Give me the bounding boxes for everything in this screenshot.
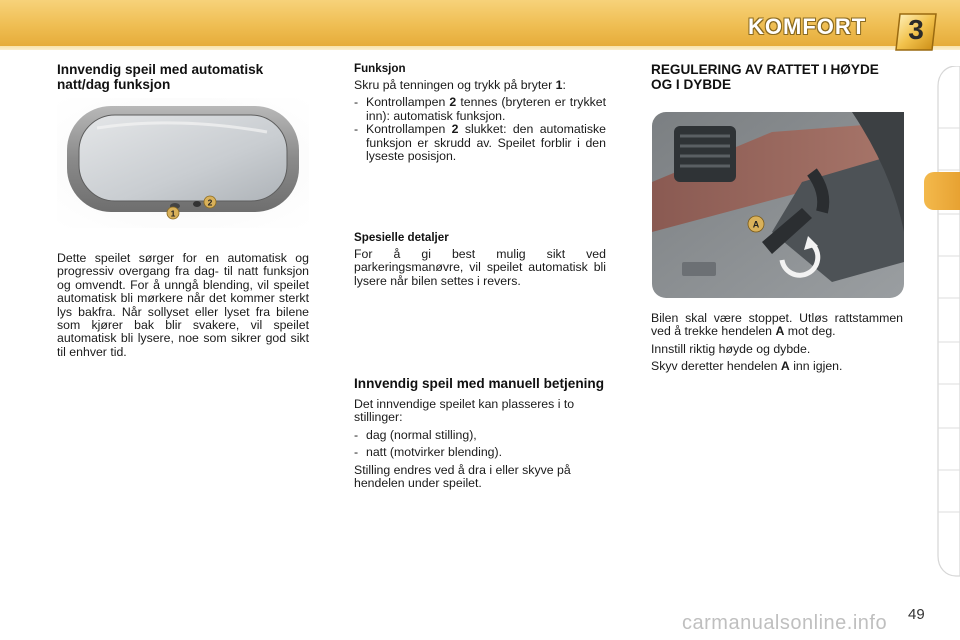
chapter-number: 3 bbox=[908, 14, 924, 45]
middle-column-manual bbox=[354, 376, 606, 490]
heading-function: Funksjon bbox=[354, 62, 406, 75]
middle-column-top bbox=[354, 62, 606, 163]
steering-illustration bbox=[652, 112, 904, 298]
middle-column-special bbox=[354, 231, 606, 288]
right-column-body bbox=[651, 312, 903, 374]
header-divider bbox=[0, 46, 960, 50]
mirror-label-1: 1 bbox=[170, 208, 176, 219]
function-intro: Skru på tenningen og trykk på bryter 1: bbox=[354, 78, 566, 92]
heading-manual-mirror: Innvendig speil med manuell betjening bbox=[354, 376, 605, 391]
steering-step-2: Innstill riktig høyde og dybde. bbox=[651, 341, 811, 356]
function-bullet-1: - Kontrollampen 2 tennes (bryteren er trykket inn): automatisk funksjon. bbox=[354, 95, 606, 123]
heading-steering: REGULERING AV RATTET I HØYDE OG I DYBDE bbox=[651, 62, 879, 92]
manual-outro: Stilling endres ved å dra i eller skyve på hendelen under speilet. bbox=[354, 462, 571, 491]
steering-label-a: A bbox=[752, 219, 760, 230]
chapter-badge bbox=[894, 12, 938, 52]
heading-auto-mirror: Innvendig speil med automatisk natt/dag funksjon bbox=[57, 62, 264, 92]
manual-item-2: - natt (motvirker blending). bbox=[354, 445, 503, 460]
left-column bbox=[57, 62, 309, 92]
auto-mirror-description: Dette speilet sørger for en automatisk og progressiv overgang fra dag- til natt funksjon og omvendt. For å unngå blending, vil speilet automatisk bli mørkere når det kommer sterkt lys bakfra. Når sollyset eller lyset fra bilene som kjører bak blir svakere, vil speilet automatisk bli lysere, noe som sikrer god sikt til enhver tid. bbox=[57, 251, 309, 359]
right-column-top bbox=[651, 62, 903, 92]
chapter-title: KOMFORT bbox=[748, 14, 867, 39]
manual-item-1: - dag (normal stilling), bbox=[354, 427, 477, 442]
chapter-tabs bbox=[926, 66, 960, 578]
chapter-tabs-outline bbox=[926, 66, 960, 578]
mirror-illustration bbox=[57, 98, 309, 228]
special-body: For å gi best mulig sikt ved parkeringsmanøvre, vil speilet automatisk bli lysere når bilen settes i revers. bbox=[354, 247, 606, 288]
steering-step-3: Skyv deretter hendelen A inn igjen. bbox=[651, 359, 843, 374]
function-bullet-2: - Kontrollampen 2 slukket: den automatiske funksjon er skrudd av. Speilet forblir i den lyseste posisjon. bbox=[354, 122, 606, 164]
mirror-image bbox=[57, 98, 309, 228]
mirror-label-2: 2 bbox=[207, 197, 213, 208]
steering-step-1: Bilen skal være stoppet. Utløs rattstammen ved å trekke hendelen A mot deg. bbox=[651, 311, 903, 339]
left-body-block bbox=[57, 252, 309, 359]
heading-special: Spesielle detaljer bbox=[354, 231, 449, 244]
steering-image bbox=[652, 112, 904, 298]
page-number: 49 bbox=[908, 606, 925, 623]
watermark: carmanualsonline.info bbox=[682, 612, 888, 634]
active-chapter-tab[interactable] bbox=[924, 172, 960, 210]
manual-intro: Det innvendige speilet kan plasseres i to stillinger: bbox=[354, 397, 575, 425]
